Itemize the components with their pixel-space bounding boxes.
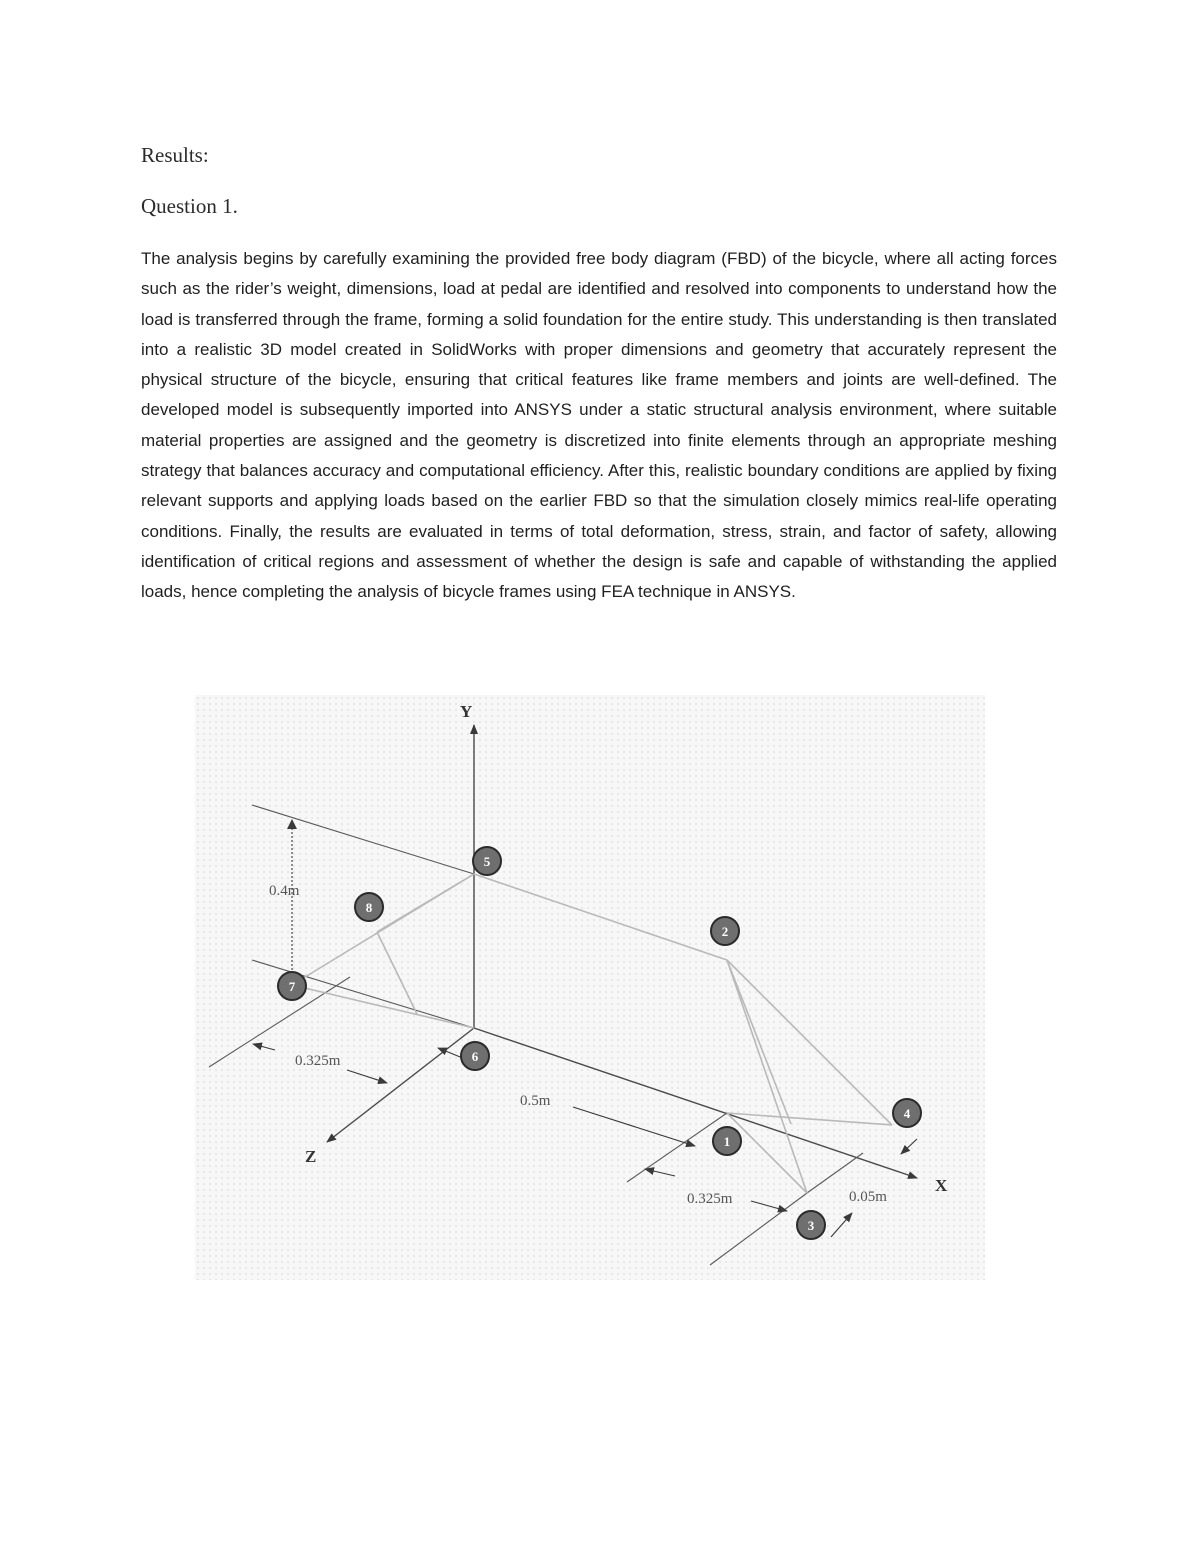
front-extension-line-1 bbox=[627, 1113, 727, 1182]
node-8 bbox=[355, 893, 383, 921]
top-reference-line bbox=[252, 805, 474, 874]
node-5-label: 5 bbox=[483, 854, 491, 869]
node-6 bbox=[461, 1042, 489, 1070]
front-strut bbox=[727, 1113, 892, 1125]
rear-brace bbox=[377, 932, 417, 1014]
dim-label-height: 0.4m bbox=[269, 883, 300, 899]
head-tube bbox=[727, 960, 807, 1193]
axis-label-z: Z bbox=[305, 1147, 317, 1166]
node-1 bbox=[713, 1127, 741, 1155]
top-tube bbox=[474, 874, 727, 960]
dim-front-depth-arrow-right bbox=[751, 1201, 787, 1211]
down-tube-front bbox=[727, 1113, 807, 1193]
dim-label-offset: 0.05m bbox=[849, 1189, 887, 1205]
question-heading: Question 1. bbox=[141, 194, 238, 218]
node-8-label: 8 bbox=[365, 900, 373, 915]
front-strut-2 bbox=[727, 960, 892, 1125]
node-4-label: 4 bbox=[903, 1106, 911, 1121]
dim-front-depth-arrow-left bbox=[645, 1169, 675, 1176]
dim-offset-arrow-top bbox=[901, 1139, 917, 1154]
node-2-label: 2 bbox=[721, 924, 729, 939]
z-axis-line bbox=[327, 1028, 474, 1142]
node-5 bbox=[473, 847, 501, 875]
fork-front bbox=[727, 960, 791, 1124]
chain-stay bbox=[292, 985, 474, 1028]
node-3-label: 3 bbox=[807, 1218, 815, 1233]
node-3 bbox=[797, 1211, 825, 1239]
dim-offset-arrow-bottom bbox=[831, 1213, 852, 1237]
dim-rear-depth-arrow-left bbox=[253, 1044, 275, 1050]
seat-stay-upper bbox=[377, 874, 474, 932]
node-4 bbox=[893, 1099, 921, 1127]
bicycle-frame-fbd-diagram bbox=[195, 695, 985, 1280]
dim-length-arrow-right bbox=[573, 1107, 695, 1146]
axis-label-y: Y bbox=[460, 702, 473, 721]
results-heading: Results: bbox=[141, 143, 209, 167]
fbd-svg bbox=[195, 695, 985, 1280]
offset-extension-line bbox=[807, 1153, 863, 1193]
analysis-paragraph: The analysis begins by carefully examining the provided free body diagram (FBD) of the bicycle, where all acting forces such as the rider’s weight, dimensions, load at pedal are identified and resolved into components to understand how the load is transferred through the frame, forming a solid foundation for the entire study. This understanding is then translated into a realistic 3D model created in SolidWorks with proper dimensions and geometry that accurately represent the physical structure of the bicycle, ensuring that critical features like frame members and joints are well-defined. The developed model is subsequently imported into ANSYS under a static structural analysis environment, where suitable material properties are assigned and the geometry is discretized into finite elements through an appropriate meshing strategy that balances accuracy and computational efficiency. After this, realistic boundary conditions are applied by fixing relevant supports and applying loads based on the earlier FBD so that the simulation closely mimics real-life operating conditions. Finally, the results are evaluated in terms of total deformation, stress, strain, and factor of safety, allowing identification of critical regions and assessment of whether the design is safe and capable of withstanding the applied loads, hence completing the analysis of bicycle frames using FEA technique in ANSYS. bbox=[141, 249, 1057, 602]
dim-label-front-depth: 0.325m bbox=[687, 1191, 733, 1207]
dim-label-length: 0.5m bbox=[520, 1093, 551, 1109]
node-1-label: 1 bbox=[723, 1134, 731, 1149]
node-6-label: 6 bbox=[471, 1049, 479, 1064]
dim-height-arrow-top bbox=[287, 819, 297, 829]
dim-label-rear-depth: 0.325m bbox=[295, 1053, 341, 1069]
node-7-label: 7 bbox=[288, 979, 296, 994]
axis-label-x: X bbox=[935, 1176, 948, 1195]
node-2 bbox=[711, 917, 739, 945]
node-7 bbox=[278, 972, 306, 1000]
dim-rear-depth-arrow-right bbox=[347, 1070, 387, 1083]
